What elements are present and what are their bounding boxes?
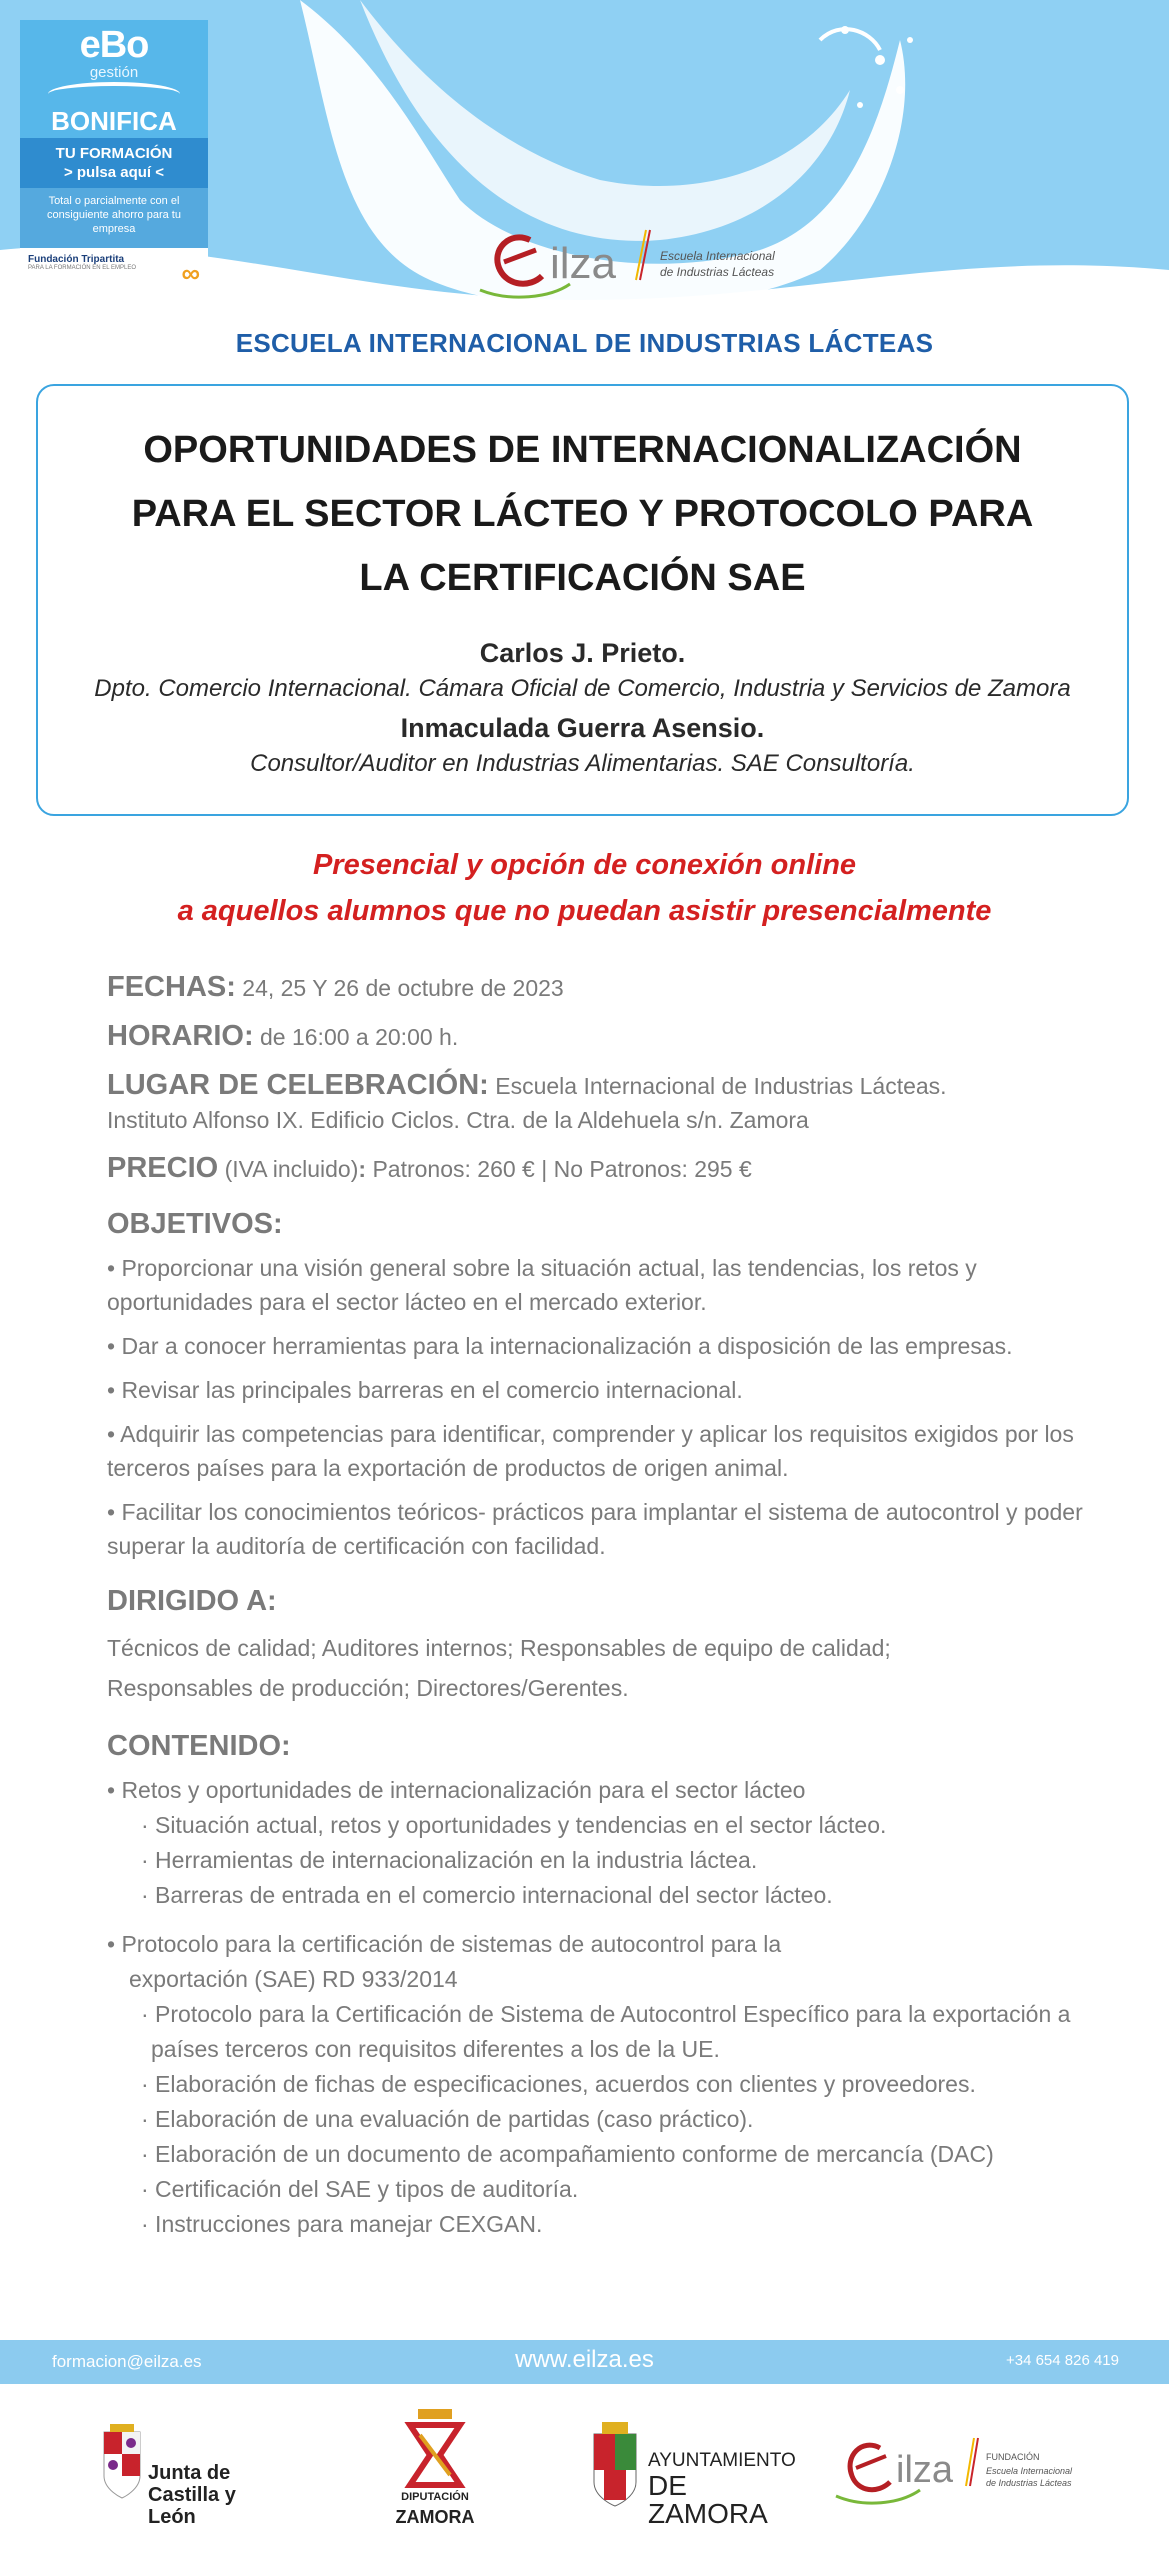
- venue-address: Instituto Alfonso IX. Edificio Ciclos. Ctra. de la Aldehuela s/n. Zamora: [107, 1107, 809, 1133]
- online-notice-line: a aquellos alumnos que no puedan asistir presencialmente: [177, 895, 992, 927]
- contents-heading: CONTENIDO:: [107, 1730, 291, 1762]
- castilla-leon-shield-icon: [100, 2420, 144, 2500]
- eilza-foundation-logo: [830, 2420, 1090, 2520]
- course-title-line: PARA EL SECTOR LÁCTEO Y PROTOCOLO PARA: [131, 493, 1034, 535]
- price-colon: :: [358, 1156, 367, 1182]
- junta-castilla-leon-logo: [100, 2420, 250, 2528]
- contents-block-title: • Protocolo para la certificación de sistemas de autocontrol para la: [107, 1931, 782, 1957]
- jcyl-line2: Castilla y León: [148, 2484, 236, 2528]
- contents-block-title-cont: exportación (SAE) RD 933/2014: [129, 1966, 458, 1992]
- price-value: Patronos: 260 € | No Patronos: 295 €: [372, 1156, 752, 1182]
- price-label: PRECIO: [107, 1152, 219, 1184]
- jcyl-name: [148, 2462, 250, 2528]
- eilza-emblem-icon: [470, 210, 800, 310]
- contents-subitem: · Protocolo para la Certificación de Sistema de Autocontrol Específico para la exportación a países terceros con requisitos diferentes a los de la UE.: [141, 2001, 1071, 2062]
- contact-footer-bar: [0, 2340, 1169, 2384]
- book-icon: [48, 82, 180, 106]
- contents-subitem: · Herramientas de internacionalización en la industria láctea.: [141, 1847, 758, 1873]
- promo-description: Total o parcialmente con el consiguiente ahorro para tu empresa: [20, 188, 208, 248]
- contents-subitem: · Elaboración de un documento de acompañamiento conforme de mercancía (DAC): [141, 2141, 994, 2167]
- price-row: [107, 1151, 1097, 1186]
- ayto-line1: AYUNTAMIENTO: [648, 2450, 796, 2471]
- venue-value: Escuela Internacional de Industrias Lácteas.: [495, 1073, 947, 1099]
- eilza-foot-line1: FUNDACIÓN: [986, 2452, 1040, 2462]
- fundacion-tripartita-logo: [20, 248, 208, 290]
- eilza-foundation-emblem-icon: [830, 2420, 1090, 2520]
- dipu-line1: DIPUTACIÓN: [401, 2491, 469, 2503]
- contents-subitem: · Barreras de entrada en el comercio internacional del sector lácteo.: [141, 1882, 833, 1908]
- eilza-foot-line3: de Industrias Lácteas: [986, 2478, 1072, 2488]
- ayuntamiento-zamora-logo: [590, 2420, 810, 2529]
- objective-item: • Proporcionar una visión general sobre la situación actual, las tendencias, los retos y oportunidades para el sector lácteo en el mercado exterior.: [107, 1255, 977, 1315]
- speaker-name: Inmaculada Guerra Asensio.: [400, 713, 765, 743]
- dipu-line2: ZAMORA: [395, 2507, 475, 2527]
- objective-item: • Revisar las principales barreras en el comercio internacional.: [107, 1377, 743, 1403]
- schedule-value: de 16:00 a 20:00 h.: [260, 1024, 459, 1050]
- contents-subitem: · Elaboración de una evaluación de partidas (caso práctico).: [141, 2106, 754, 2132]
- promo-subtitle: TU FORMACIÓN: [55, 145, 173, 162]
- jcyl-line1: Junta de: [148, 2462, 231, 2484]
- price-note: (IVA incluido): [224, 1156, 359, 1182]
- objective-item: • Adquirir las competencias para identificar, comprender y aplicar los requisitos exigidos por los terceros países para la exportación de productos de origen animal.: [107, 1421, 1074, 1481]
- eilza-line2: de Industrias Lácteas: [660, 265, 775, 279]
- diputacion-zamora-logo: [380, 2405, 490, 2545]
- target-line: Responsables de producción; Directores/Gerentes.: [107, 1675, 629, 1701]
- speaker-name: Carlos J. Prieto.: [479, 638, 686, 668]
- ebo-logo: eBo: [79, 24, 149, 66]
- promo-title: BONIFICA: [51, 106, 177, 136]
- venue-row: [107, 1068, 1097, 1137]
- foundation-name: Fundación Tripartita: [28, 254, 125, 265]
- online-notice-line: Presencial y opción de conexión online: [312, 849, 857, 881]
- course-details: [107, 970, 1097, 2242]
- schedule-row: [107, 1019, 1097, 1054]
- speaker-affiliation: Dpto. Comercio Internacional. Cámara Oficial de Comercio, Industria y Servicios de Zamora: [94, 675, 1071, 702]
- eilza-foot-line2: Escuela Internacional: [986, 2466, 1073, 2476]
- contents-block-title: • Retos y oportunidades de internacionalización para el sector lácteo: [107, 1777, 806, 1803]
- schedule-label: HORARIO:: [107, 1020, 254, 1052]
- venue-label: LUGAR DE CELEBRACIÓN:: [107, 1069, 489, 1101]
- course-title-line: OPORTUNIDADES DE INTERNACIONALIZACIÓN: [143, 429, 1022, 471]
- eilza-foot-wordmark: ilza: [896, 2449, 954, 2491]
- target-heading: DIRIGIDO A:: [107, 1585, 277, 1617]
- contents-subitem: · Elaboración de fichas de especificaciones, acuerdos con clientes y proveedores.: [141, 2071, 976, 2097]
- target-line: Técnicos de calidad; Auditores internos; Responsables de equipo de calidad;: [107, 1635, 891, 1661]
- dates-row: [107, 970, 1097, 1005]
- dates-label: FECHAS:: [107, 971, 236, 1003]
- course-title-line: LA CERTIFICACIÓN SAE: [359, 557, 806, 599]
- ayto-line2: DE ZAMORA: [648, 2470, 768, 2529]
- contents-subitem: · Certificación del SAE y tipos de auditoría.: [141, 2176, 579, 2202]
- infinity-icon: ∞: [181, 258, 200, 288]
- course-title: [78, 418, 1087, 610]
- contact-email-link[interactable]: formacion@eilza.es: [52, 2352, 202, 2371]
- promo-cta[interactable]: > pulsa aquí <: [63, 164, 165, 181]
- school-name: ESCUELA INTERNACIONAL DE INDUSTRIAS LÁCTEAS: [235, 328, 934, 358]
- sponsor-logos: [0, 2400, 1169, 2550]
- objective-item: • Dar a conocer herramientas para la internacionalización a disposición de las empresas.: [107, 1333, 1013, 1359]
- contents-subitem: · Situación actual, retos y oportunidades y tendencias en el sector lácteo.: [141, 1812, 887, 1838]
- contents-subitem: · Instrucciones para manejar CEXGAN.: [141, 2211, 543, 2237]
- diputacion-emblem-icon: [380, 2405, 490, 2489]
- speaker-affiliation: Consultor/Auditor en Industrias Alimentarias. SAE Consultoría.: [250, 750, 915, 777]
- eilza-header-logo: [470, 210, 800, 310]
- objective-item: • Facilitar los conocimientos teóricos- prácticos para implantar el sistema de autocontrol y poder superar la auditoría de certificación con facilidad.: [107, 1499, 1083, 1559]
- dates-value: 24, 25 Y 26 de octubre de 2023: [242, 975, 564, 1001]
- foundation-sub: PARA LA FORMACIÓN EN EL EMPLEO: [28, 265, 137, 271]
- bonifica-promo-banner[interactable]: [20, 20, 208, 288]
- zamora-shield-icon: [590, 2420, 640, 2510]
- eilza-line1: Escuela Internacional: [660, 249, 775, 263]
- contact-phone[interactable]: +34 654 826 419: [1005, 2352, 1119, 2369]
- website-link[interactable]: www.eilza.es: [515, 2346, 654, 2373]
- online-notice: [0, 842, 1169, 934]
- objectives-heading: OBJETIVOS:: [107, 1208, 283, 1240]
- course-title-box: [36, 384, 1129, 816]
- hero-banner: [0, 0, 1169, 320]
- eilza-wordmark: ilza: [550, 239, 617, 288]
- ebo-logo-sub: gestión: [89, 64, 139, 81]
